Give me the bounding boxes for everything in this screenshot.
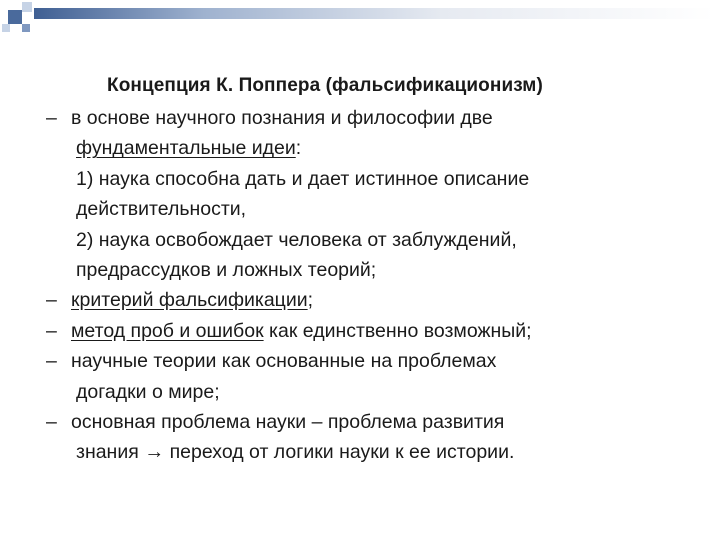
slide-body — [46, 103, 706, 468]
deco-square-light — [22, 2, 32, 12]
item-text-suffix: как единственно возможный; — [263, 319, 532, 342]
deco-square-light-small — [2, 24, 10, 32]
item-text: научные теории как основанные на проблемах — [71, 350, 497, 373]
item-dash: – — [46, 350, 57, 373]
sub-item — [46, 225, 706, 255]
item-text: в основе научного познания и философии две — [71, 107, 493, 129]
underlined-phrase: критерий фальсификации — [71, 289, 308, 312]
list-item-continuation — [46, 437, 706, 467]
underlined-phrase: фундаментальные идеи — [76, 137, 296, 160]
item-dash: – — [46, 319, 57, 342]
item-dash: – — [46, 410, 57, 433]
item-text-continuation — [76, 133, 301, 163]
list-item-continuation — [46, 133, 706, 163]
list-item-continuation — [46, 377, 706, 407]
item-text: основная проблема науки – проблема развития — [71, 410, 505, 433]
list-item — [46, 407, 706, 437]
list-item — [46, 316, 706, 346]
sub-item-continuation — [46, 255, 706, 285]
item-text-continuation: догадки о мире; — [76, 380, 220, 403]
item-text-continuation — [76, 437, 514, 467]
underlined-phrase: метод проб и ошибок — [71, 319, 264, 342]
sub-item-text-continuation: предрассудков и ложных теорий; — [76, 258, 377, 281]
list-item — [46, 346, 706, 376]
list-item — [46, 103, 706, 133]
arrow-right-icon: → — [144, 441, 165, 464]
list-item — [46, 285, 706, 315]
item-text-suffix: переход от логики науки к ее истории. — [164, 441, 515, 464]
item-text — [71, 316, 532, 346]
item-text-suffix: : — [295, 137, 302, 160]
sub-item — [46, 164, 706, 194]
item-dash: – — [46, 289, 57, 312]
sub-item-continuation — [46, 194, 706, 224]
item-text — [71, 285, 313, 315]
header-decoration — [0, 0, 720, 40]
sub-item-text-continuation: действительности, — [76, 198, 247, 221]
sub-item-text: 1) наука способна дать и дает истинное описание — [76, 167, 530, 190]
deco-square-mid — [22, 24, 30, 32]
deco-square-dark — [8, 10, 22, 24]
item-text-prefix: знания — [76, 441, 145, 464]
sub-item-text: 2) наука освобождает человека от заблуждений, — [76, 228, 517, 251]
item-text-suffix: ; — [307, 289, 314, 312]
slide-title: Концепция К. Поппера (фальсификационизм) — [107, 75, 543, 96]
header-gradient-bar — [34, 8, 714, 19]
item-dash: – — [46, 107, 57, 129]
